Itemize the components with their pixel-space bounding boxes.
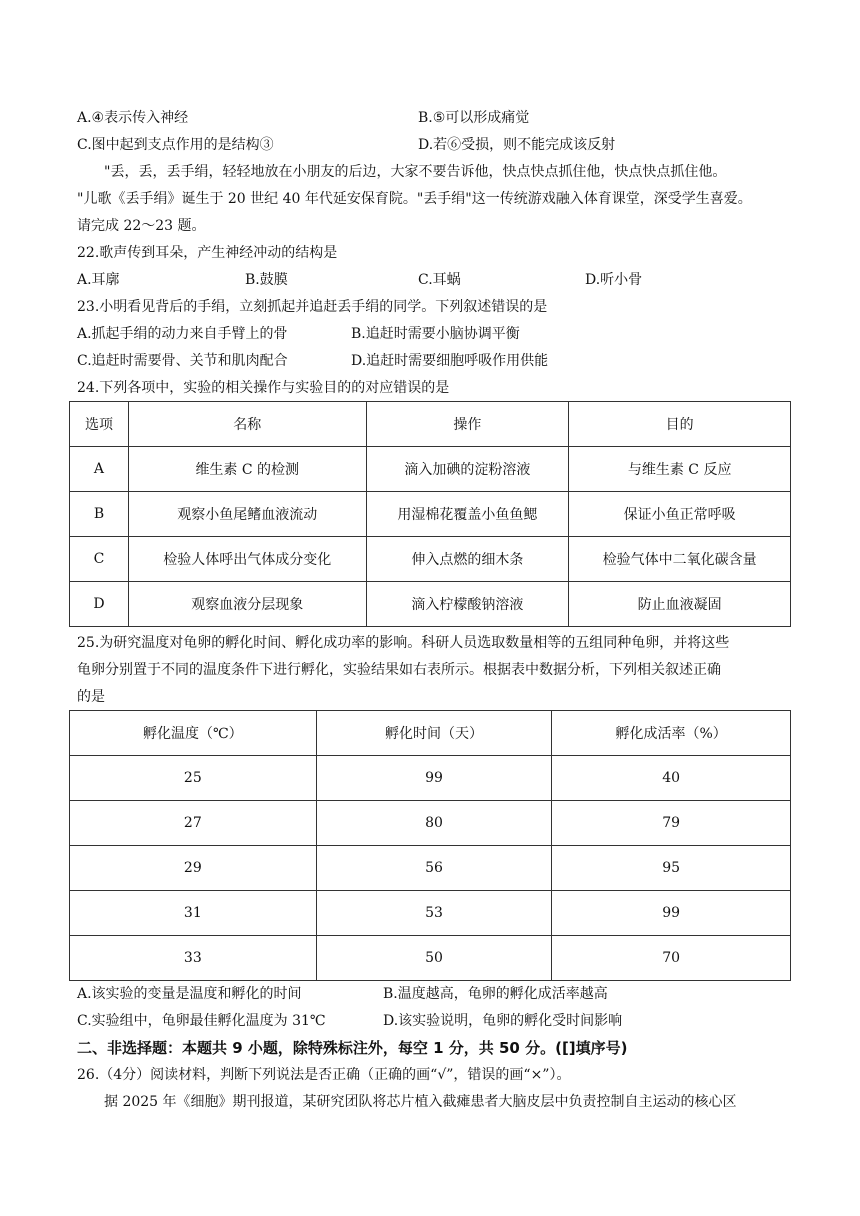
table-cell: 用湿棉花覆盖小鱼鱼鳃 [366,492,569,537]
table-header-cell: 孵化时间（天） [316,711,552,756]
q23-option-b: B.追赶时需要小脑协调平衡 [351,326,520,342]
q26-passage: 据 2025 年《细胞》期刊报道，某研究团队将芯片植入截瘫患者大脑皮层中负责控制自主运动的核心区 [104,1094,737,1110]
table-cell: 27 [70,801,317,846]
table-row [70,447,791,492]
table-cell: 99 [316,756,552,801]
table-cell: 31 [70,891,317,936]
q22-stem: 22.歌声传到耳朵，产生神经冲动的结构是 [77,245,338,261]
table-cell: 53 [316,891,552,936]
table-row [70,801,791,846]
q21-option-c: C.图中起到支点作用的是结构③ [77,137,274,153]
q25-stem-line-2: 龟卵分别置于不同的温度条件下进行孵化，实验结果如右表所示。根据表中数据分析，下列相关叙述正确 [77,662,721,678]
table-cell: 保证小鱼正常呼吸 [569,492,791,537]
q23-option-a: A.抓起手绢的动力来自手臂上的骨 [77,326,288,342]
table-row [70,891,791,936]
q21-option-d: D.若⑥受损，则不能完成该反射 [418,137,616,153]
table-cell: 滴入加碘的淀粉溶液 [366,447,569,492]
table-cell: 维生素 C 的检测 [128,447,366,492]
q25-option-d: D.该实验说明，龟卵的孵化受时间影响 [383,1013,623,1029]
table-cell: 40 [552,756,791,801]
table-header-cell: 操作 [366,402,569,447]
table-cell: 检验人体呼出气体成分变化 [128,537,366,582]
q25-stem-line-1: 25.为研究温度对龟卵的孵化时间、孵化成功率的影响。科研人员选取数量相等的五组同种龟卵，并将这些 [77,635,730,651]
q25-stem-line-3: 的是 [77,689,105,705]
q25-option-a: A.该实验的变量是温度和孵化的时间 [77,986,302,1002]
passage-line-2: "儿歌《丢手绢》诞生于 20 世纪 40 年代延安保育院。"丢手绢"这一传统游戏融入体育课堂，深受学生喜爱。 [77,191,752,207]
q23-stem: 23.小明看见背后的手绢，立刻抓起并追赶丢手绢的同学。下列叙述错误的是 [77,299,548,315]
table-cell: 56 [316,846,552,891]
table-header-row [70,402,791,447]
q22-option-b: B.鼓膜 [245,272,288,288]
table-cell: 33 [70,936,317,981]
table-cell: 95 [552,846,791,891]
q25-table [69,710,791,981]
q21-option-a: A.④表示传入神经 [77,110,189,126]
table-cell: 80 [316,801,552,846]
table-cell: 70 [552,936,791,981]
table-cell: C [70,537,129,582]
table-header-row [70,711,791,756]
table-cell: 滴入柠檬酸钠溶液 [366,582,569,627]
passage-line-3: 请完成 22～23 题。 [77,218,206,234]
table-cell: 检验气体中二氧化碳含量 [569,537,791,582]
q23-option-d: D.追赶时需要细胞呼吸作用供能 [351,353,549,369]
q25-option-c: C.实验组中，龟卵最佳孵化温度为 31℃ [77,1013,326,1029]
q22-option-d: D.听小骨 [585,272,643,288]
table-cell: 防止血液凝固 [569,582,791,627]
table-row [70,936,791,981]
table-row [70,582,791,627]
table-cell: 29 [70,846,317,891]
table-header-cell: 孵化温度（℃） [70,711,317,756]
table-cell: 伸入点燃的细木条 [366,537,569,582]
table-cell: 与维生素 C 反应 [569,447,791,492]
table-cell: D [70,582,129,627]
table-row [70,492,791,537]
q24-stem: 24.下列各项中，实验的相关操作与实验目的的对应错误的是 [77,380,450,396]
table-header-cell: 选项 [70,402,129,447]
q22-option-a: A.耳廓 [77,272,120,288]
table-cell: 观察小鱼尾鳍血液流动 [128,492,366,537]
table-cell: 25 [70,756,317,801]
table-header-cell: 目的 [569,402,791,447]
table-cell: A [70,447,129,492]
table-row [70,846,791,891]
q22-option-c: C.耳蜗 [418,272,461,288]
table-cell: B [70,492,129,537]
q25-option-b: B.温度越高，龟卵的孵化成活率越高 [383,986,608,1002]
q21-option-b: B.⑤可以形成痛觉 [418,110,530,126]
table-cell: 99 [552,891,791,936]
q24-table [69,401,791,627]
table-header-cell: 名称 [128,402,366,447]
q26-stem: 26.（4分）阅读材料，判断下列说法是否正确（正确的画“√”，错误的画“×”）。 [77,1067,571,1083]
table-cell: 79 [552,801,791,846]
table-header-cell: 孵化成活率（%） [552,711,791,756]
table-row [70,756,791,801]
table-cell: 50 [316,936,552,981]
table-cell: 观察血液分层现象 [128,582,366,627]
table-row [70,537,791,582]
passage-line-1: "丢，丢，丢手绢，轻轻地放在小朋友的后边，大家不要告诉他，快点快点抓住他，快点快点抓住他。 [104,164,727,180]
section-heading: 二、非选择题：本题共 9 小题，除特殊标注外，每空 1 分，共 50 分。([]填序号) [77,1039,628,1057]
q23-option-c: C.追赶时需要骨、关节和肌肉配合 [77,353,288,369]
